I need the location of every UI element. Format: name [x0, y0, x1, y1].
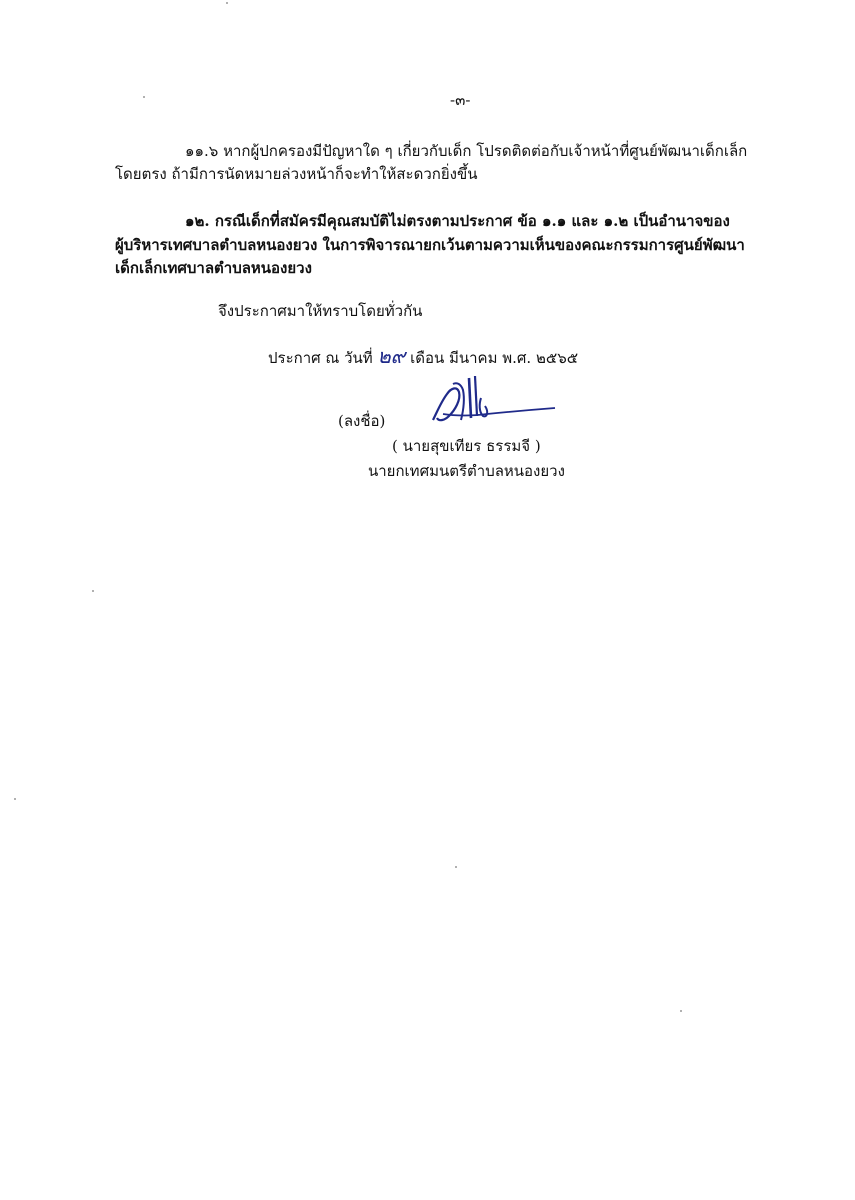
page-number: -๓- [450, 91, 471, 109]
handwritten-day: ๒๙ [377, 344, 406, 368]
date-month-year: เดือน มีนาคม พ.ศ. ๒๕๖๕ [410, 349, 579, 367]
clause-11-6-line1: ๑๑.๖ หากผู้ปกครองมีปัญหาใด ๆ เกี่ยวกับเด็ก โปรดติดต่อกับเจ้าหน้าที่ศูนย์พัฒนาเด็กเล็ก [185, 142, 748, 160]
scan-speck [143, 96, 145, 98]
sign-label: (ลงชื่อ) [338, 412, 386, 430]
scan-speck [226, 2, 228, 4]
signatory-name: ( นายสุขเทียร ธรรมจี ) [392, 437, 541, 455]
date-line [268, 345, 578, 369]
clause-12-line1: ๑๒. กรณีเด็กที่สมัครมีคุณสมบัติไม่ตรงตามประกาศ ข้อ ๑.๑ และ ๑.๒ เป็นอำนาจของ [185, 212, 730, 230]
clause-12-line3: เด็กเล็กเทศบาลตำบลหนองยวง [115, 259, 312, 277]
date-prefix: ประกาศ ณ วันที่ [268, 349, 373, 367]
scan-speck [14, 798, 16, 800]
announcement-text: จึงประกาศมาให้ทราบโดยทั่วกัน [218, 302, 423, 320]
clause-11-6-line2: โดยตรง ถ้ามีการนัดหมายล่วงหน้าก็จะทำให้สะดวกยิ่งขึ้น [115, 165, 478, 183]
scan-speck [680, 1010, 682, 1012]
scan-speck [92, 590, 94, 592]
clause-12-line2: ผู้บริหารเทศบาลตำบลหนองยวง ในการพิจารณายกเว้นตามความเห็นของคณะกรรมการศูนย์พัฒนา [115, 236, 745, 254]
handwritten-signature [425, 372, 560, 432]
signatory-position: นายกเทศมนตรีตำบลหนองยวง [368, 462, 565, 480]
scan-speck [455, 866, 457, 868]
